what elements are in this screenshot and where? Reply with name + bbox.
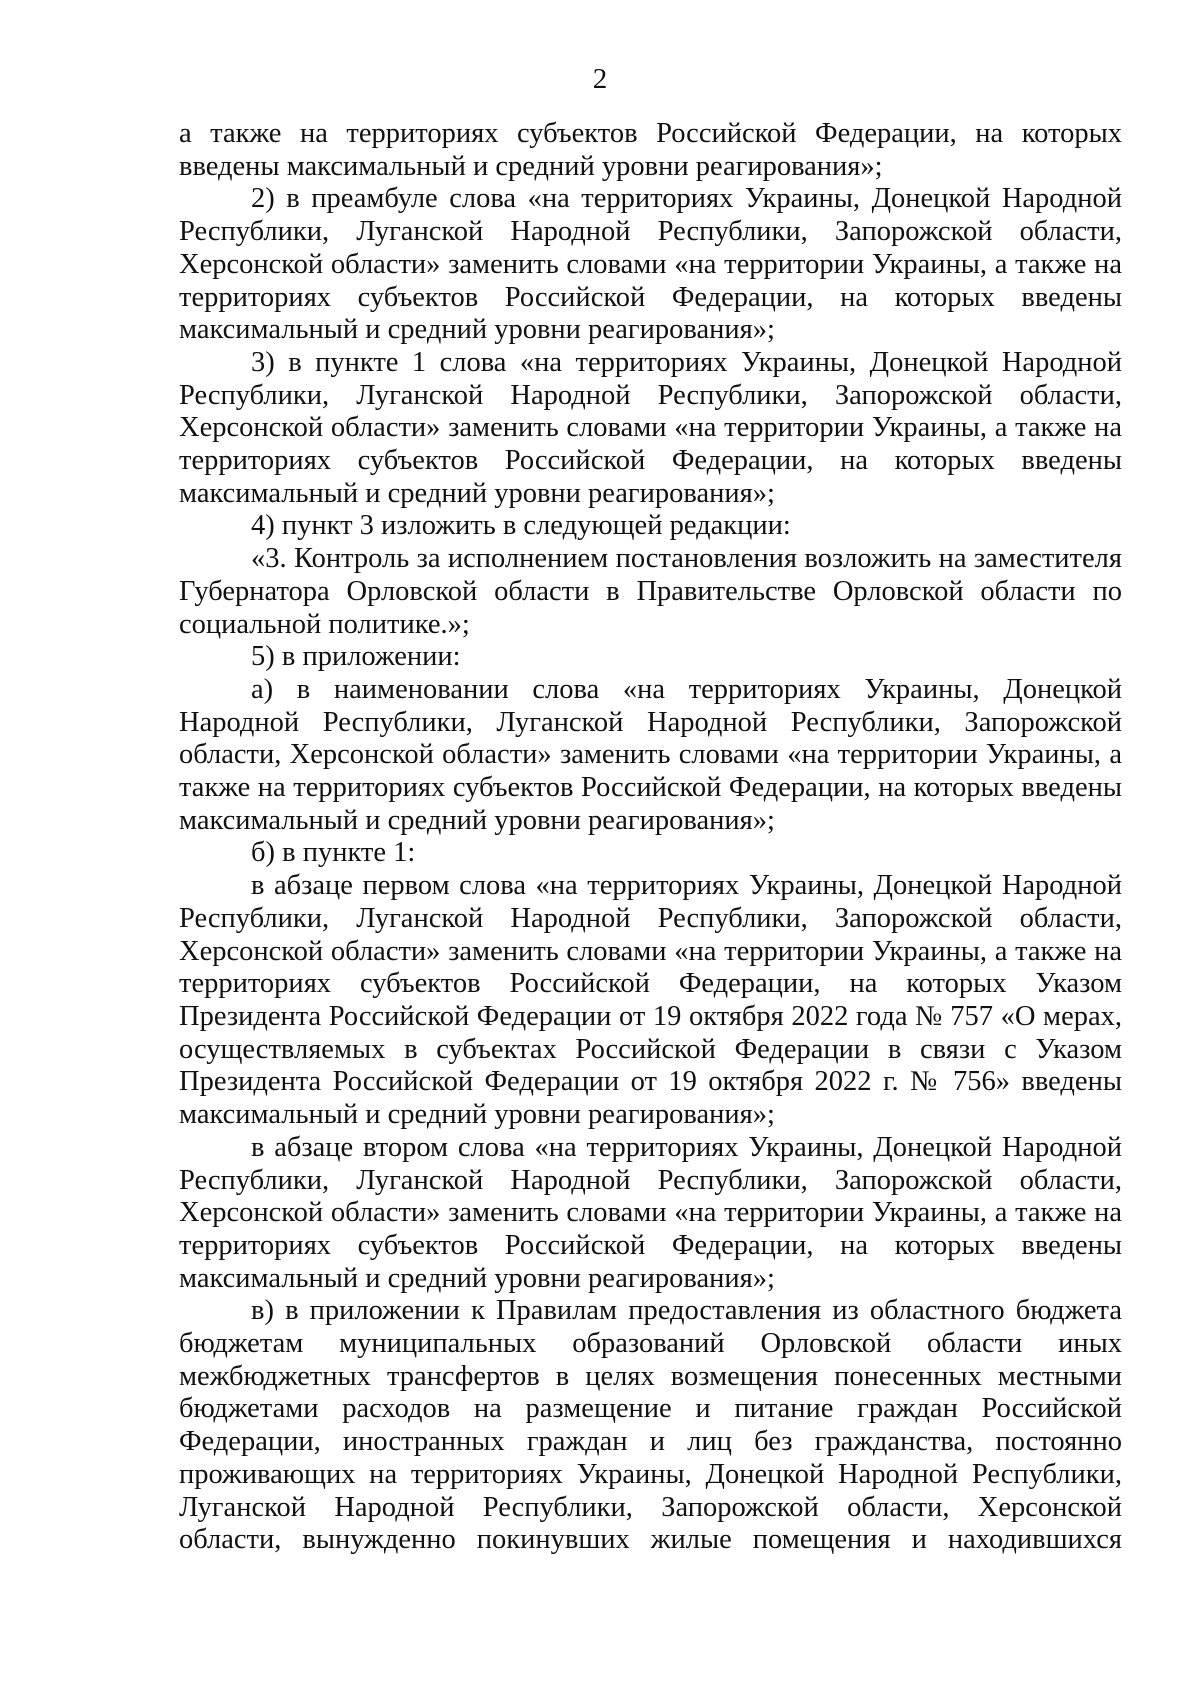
paragraph-continuation: а также на территориях субъектов Российской Федерации, на которых введены максимальный и средний уровни реагирования»;	[179, 118, 1122, 182]
page-number: 2	[592, 63, 608, 95]
paragraph-new-clause-3: «3. Контроль за исполнением постановления возложить на заместителя Губернатора Орловской области в Правительстве Орловской области по социальной политике.»;	[179, 543, 1122, 640]
document-body	[179, 118, 1122, 1557]
paragraph-item-3: 3) в пункте 1 слова «на территориях Украины, Донецкой Народной Республики, Луганской Народной Республики, Запорожской области, Херсонской области» заменить словами «на территории Украины, а также на территориях субъектов Российской Федерации, на которых введены максимальный и средний уровни реагирования»;	[179, 346, 1122, 509]
paragraph-second-abzac: в абзаце втором слова «на территориях Украины, Донецкой Народной Республики, Луганской Народной Республики, Запорожской области, Херсонской области» заменить словами «на территории Украины, а также на территориях субъектов Российской Федерации, на которых введены максимальный и средний уровни реагирования»;	[179, 1131, 1122, 1294]
paragraph-item-2: 2) в преамбуле слова «на территориях Украины, Донецкой Народной Республики, Луганской Народной Республики, Запорожской области, Херсонской области» заменить словами «на территории Украины, а также на территориях субъектов Российской Федерации, на которых введены максимальный и средний уровни реагирования»;	[179, 183, 1122, 346]
paragraph-item-5: 5) в приложении:	[251, 641, 461, 673]
paragraph-subitem-a: а) в наименовании слова «на территориях Украины, Донецкой Народной Республики, Луганской Народной Республики, Запорожской области, Херсонской области» заменить словами «на территории Украины, а также на территориях субъектов Российской Федерации, на которых введены максимальный и средний уровни реагирования»;	[179, 673, 1122, 836]
paragraph-first-abzac: в абзаце первом слова «на территориях Украины, Донецкой Народной Республики, Луганской Народной Республики, Запорожской области, Херсонской области» заменить словами «на территории Украины, а также на территориях субъектов Российской Федерации, на которых Указом Президента Российской Федерации от 19 октября 2022 года № 757 «О мерах, осуществляемых в субъектах Российской Федерации в связи с Указом Президента Российской Федерации от 19 октября 2022 г. № 756» введены максимальный и средний уровни реагирования»;	[179, 870, 1122, 1131]
paragraph-item-4: 4) пункт 3 изложить в следующей редакции:	[251, 510, 791, 542]
paragraph-subitem-b: б) в пункте 1:	[251, 837, 416, 869]
paragraph-subitem-v: в) в приложении к Правилам предоставления из областного бюджета бюджетам муниципальных образований Орловской области иных межбюджетных трансфертов в целях возмещения понесенных местными бюджетами расходов на размещение и питание граждан Российской Федерации, иностранных граждан и лиц без гражданства, постоянно проживающих на территориях Украины, Донецкой Народной Республики, Луганской Народной Республики, Запорожской области, Херсонской области, вынужденно покинувших жилые помещения и находившихся	[179, 1295, 1122, 1556]
